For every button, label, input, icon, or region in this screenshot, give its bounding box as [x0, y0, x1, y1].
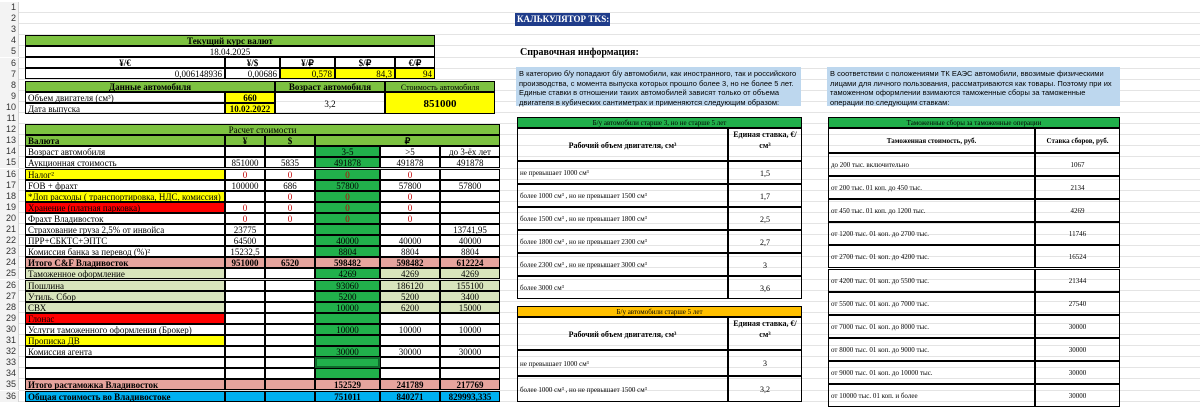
- calculator-title[interactable]: КАЛЬКУЛЯТОР TKS:: [517, 14, 610, 25]
- row-header[interactable]: 4: [0, 35, 19, 46]
- row-header[interactable]: 34: [0, 368, 19, 379]
- age-lt3-header[interactable]: до 3-ёх лет: [440, 146, 500, 157]
- yen-cell[interactable]: 0: [225, 213, 265, 224]
- rub-gt5-cell[interactable]: [380, 313, 440, 324]
- rate-header[interactable]: $/₽: [335, 57, 395, 68]
- yen-cell[interactable]: 23775: [225, 224, 265, 235]
- yen-header[interactable]: ¥: [225, 135, 265, 146]
- yen-cell[interactable]: [225, 291, 265, 302]
- rub-lt3-cell[interactable]: [440, 169, 500, 180]
- row-header[interactable]: 35: [0, 379, 19, 390]
- calc-row-label[interactable]: Общая стоимость во Владивостоке: [25, 391, 225, 402]
- rates-title[interactable]: Текущий курс валют: [25, 35, 435, 46]
- rub-gt5-cell[interactable]: 241789: [380, 379, 440, 390]
- rub-3-5-cell[interactable]: 8804: [315, 246, 380, 257]
- rub-gt5-cell[interactable]: 30000: [380, 346, 440, 357]
- row-header[interactable]: 11: [0, 113, 19, 124]
- rate-header[interactable]: €/₽: [395, 57, 435, 68]
- usd-cell[interactable]: [265, 346, 315, 357]
- rub-lt3-cell[interactable]: [440, 191, 500, 202]
- rub-gt5-cell[interactable]: 5200: [380, 291, 440, 302]
- rub-3-5-cell[interactable]: 30000: [315, 346, 380, 357]
- fees-row-rate[interactable]: 30000: [1035, 315, 1120, 338]
- rub-gt5-cell[interactable]: 840271: [380, 391, 440, 402]
- rub-gt5-cell[interactable]: 598482: [380, 257, 440, 268]
- rub-gt5-cell[interactable]: [380, 335, 440, 346]
- usd-cell[interactable]: [265, 302, 315, 313]
- rub-3-5-cell[interactable]: 10000: [315, 324, 380, 335]
- calc-title[interactable]: Расчет стоимости: [25, 124, 500, 135]
- row-header[interactable]: 26: [0, 280, 19, 291]
- fees-row-value[interactable]: от 200 тыс. 01 коп. до 450 тыс.: [828, 176, 1035, 199]
- row-header[interactable]: 33: [0, 357, 19, 368]
- row-header[interactable]: 2: [0, 13, 19, 24]
- rub-lt3-cell[interactable]: 57800: [440, 180, 500, 191]
- rub-lt3-cell[interactable]: [440, 357, 500, 368]
- fees-row-rate[interactable]: 27540: [1035, 292, 1120, 315]
- rub-lt3-cell[interactable]: 3400: [440, 291, 500, 302]
- rub-3-5-cell[interactable]: [315, 224, 380, 235]
- fees-row-value[interactable]: от 10000 тыс. 01 коп. и более: [828, 384, 1035, 407]
- row-header[interactable]: 31: [0, 335, 19, 346]
- rub-gt5-cell[interactable]: 57800: [380, 180, 440, 191]
- rub-lt3-cell[interactable]: 4269: [440, 268, 500, 279]
- row-header[interactable]: 27: [0, 291, 19, 302]
- rub-gt5-cell[interactable]: [380, 224, 440, 235]
- table35-header-rate[interactable]: Единая ставка, €/см³: [728, 128, 802, 161]
- row-header[interactable]: 30: [0, 324, 19, 335]
- fees-row-rate[interactable]: 30000: [1035, 384, 1120, 407]
- table35-row-volume[interactable]: более 2300 см³ , но не превышает 3000 см³: [517, 253, 728, 276]
- usd-cell[interactable]: [265, 268, 315, 279]
- fees-row-value[interactable]: от 450 тыс. 01 коп. до 1200 тыс.: [828, 199, 1035, 222]
- rub-lt3-cell[interactable]: 40000: [440, 235, 500, 246]
- fees-row-value[interactable]: от 7000 тыс. 01 коп. до 8000 тыс.: [828, 315, 1035, 338]
- calc-row-label[interactable]: Таможенное оформление: [25, 268, 225, 279]
- row-header[interactable]: 6: [0, 58, 19, 69]
- car-data-title[interactable]: Данные автомобиля: [25, 81, 275, 92]
- row-header[interactable]: 8: [0, 80, 19, 91]
- row-header[interactable]: 23: [0, 246, 19, 257]
- rub-gt5-cell[interactable]: [380, 368, 440, 379]
- table35-title[interactable]: Б/у автомобили старше 3, но не старше 5 лет: [517, 117, 802, 128]
- usd-cell[interactable]: 686: [265, 180, 315, 191]
- yen-cell[interactable]: [225, 268, 265, 279]
- info-panel-left: В категорию б/у попадают б/у автомобили, как иностранного, так и российского производства, с момента выпуска которых прошло более 3, но не более 5 лет. Единые ставки в отношении таких автомобилей зависят только от объема двигателя в кубических сантиметрах и применяются следующим образом:: [516, 67, 801, 106]
- yen-cell[interactable]: [225, 302, 265, 313]
- calc-row-label[interactable]: Пошлина: [25, 280, 225, 291]
- fees-row-rate[interactable]: 2134: [1035, 176, 1120, 199]
- table35-row-rate[interactable]: 2,5: [728, 207, 802, 230]
- date-label[interactable]: Дата выпуска: [25, 103, 225, 114]
- row-header[interactable]: 14: [0, 146, 19, 157]
- calc-row-label[interactable]: Хранение (платная парковка): [25, 202, 225, 213]
- calc-cell[interactable]: [265, 146, 315, 157]
- usd-cell[interactable]: [265, 379, 315, 390]
- rub-header[interactable]: ₽: [315, 135, 500, 146]
- rub-lt3-cell[interactable]: [440, 335, 500, 346]
- calc-row-label[interactable]: Аукционная стоимость: [25, 157, 225, 168]
- usd-cell[interactable]: [265, 246, 315, 257]
- yen-cell[interactable]: [225, 368, 265, 379]
- fees-row-rate[interactable]: 4269: [1035, 199, 1120, 222]
- rate-value[interactable]: 0,578: [280, 68, 335, 79]
- usd-cell[interactable]: [265, 235, 315, 246]
- table35-row-rate[interactable]: 1,5: [728, 161, 802, 184]
- age-title[interactable]: Возраст автомобиля: [275, 81, 385, 92]
- usd-cell[interactable]: [265, 357, 315, 368]
- usd-cell[interactable]: [265, 313, 315, 324]
- rub-gt5-cell[interactable]: 10000: [380, 324, 440, 335]
- calc-row-label[interactable]: Комиссия банка за перевод (%)²: [25, 246, 225, 257]
- row-header[interactable]: 24: [0, 257, 19, 268]
- rub-lt3-cell[interactable]: [440, 213, 500, 224]
- rub-lt3-cell[interactable]: 15000: [440, 302, 500, 313]
- fees-row-value[interactable]: от 5500 тыс. 01 коп. до 7000 тыс.: [828, 292, 1035, 315]
- yen-cell[interactable]: [225, 357, 265, 368]
- table5-row-rate[interactable]: 3: [728, 350, 802, 376]
- calc-row-label[interactable]: Итого растаможка Владивосток: [25, 379, 225, 390]
- calc-row-label[interactable]: ПРР+СБКТС+ЭПТС: [25, 235, 225, 246]
- engine-label[interactable]: Объем двигателя (см³): [25, 92, 225, 103]
- rub-gt5-cell[interactable]: 40000: [380, 235, 440, 246]
- date-input[interactable]: 10.02.2022: [225, 103, 275, 114]
- rub-3-5-cell[interactable]: 93060: [315, 280, 380, 291]
- table35-row-volume[interactable]: более 1500 см³ , но не превышает 1800 см³: [517, 207, 728, 230]
- yen-cell[interactable]: [225, 280, 265, 291]
- rub-gt5-cell[interactable]: 6200: [380, 302, 440, 313]
- rub-3-5-cell[interactable]: [315, 313, 380, 324]
- rub-gt5-cell[interactable]: 0: [380, 202, 440, 213]
- rub-3-5-cell[interactable]: 0: [315, 213, 380, 224]
- reference-title[interactable]: Справочная информация:: [520, 47, 639, 59]
- rub-lt3-cell[interactable]: 155100: [440, 280, 500, 291]
- calc-row-label[interactable]: Комиссия агента: [25, 346, 225, 357]
- table5-row-rate[interactable]: 3,2: [728, 376, 802, 402]
- row-header[interactable]: 17: [0, 180, 19, 191]
- rate-header[interactable]: ¥/₽: [280, 57, 335, 68]
- row-header[interactable]: 22: [0, 235, 19, 246]
- row-header[interactable]: 21: [0, 224, 19, 235]
- rub-3-5-cell[interactable]: 491878: [315, 157, 380, 168]
- calc-row-label[interactable]: Глонас: [25, 313, 225, 324]
- rate-value[interactable]: 94: [395, 68, 435, 79]
- cost-title[interactable]: Стоимость автомобиля: [385, 81, 495, 92]
- calc-row-label[interactable]: СВХ: [25, 302, 225, 313]
- table5-row-volume[interactable]: более 1000 см³ , но не превышает 1500 см³: [517, 376, 728, 402]
- yen-cell[interactable]: [225, 191, 265, 202]
- calc-row-label[interactable]: Налог²: [25, 169, 225, 180]
- usd-cell[interactable]: 0: [265, 213, 315, 224]
- rub-3-5-cell[interactable]: [315, 335, 380, 346]
- yen-cell[interactable]: [225, 391, 265, 402]
- rub-3-5-cell[interactable]: 5200: [315, 291, 380, 302]
- calc-row-label[interactable]: Прописка ДВ: [25, 335, 225, 346]
- rate-header[interactable]: ¥/€: [25, 57, 225, 68]
- usd-cell[interactable]: 5835: [265, 157, 315, 168]
- rub-lt3-cell[interactable]: 10000: [440, 324, 500, 335]
- rub-lt3-cell[interactable]: 30000: [440, 346, 500, 357]
- rate-header[interactable]: ¥/$: [225, 57, 280, 68]
- usd-cell[interactable]: 0: [265, 202, 315, 213]
- rub-3-5-cell[interactable]: 152529: [315, 379, 380, 390]
- currency-header[interactable]: Валюта: [25, 135, 225, 146]
- row-header[interactable]: 15: [0, 157, 19, 168]
- table5-header-volume[interactable]: Рабочий объем двигателя, см³: [517, 317, 728, 350]
- fees-row-rate[interactable]: 11746: [1035, 222, 1120, 245]
- yen-cell[interactable]: [225, 324, 265, 335]
- yen-cell[interactable]: 100000: [225, 180, 265, 191]
- row-header[interactable]: 18: [0, 191, 19, 202]
- rate-value[interactable]: 0,00686: [225, 68, 280, 79]
- rub-lt3-cell[interactable]: 491878: [440, 157, 500, 168]
- rub-3-5-cell[interactable]: 598482: [315, 257, 380, 268]
- rate-value[interactable]: 0,006148936: [25, 68, 225, 79]
- fees-row-value[interactable]: от 8000 тыс. 01 коп. до 9000 тыс.: [828, 338, 1035, 361]
- rub-lt3-cell[interactable]: 612224: [440, 257, 500, 268]
- rub-gt5-cell[interactable]: [380, 357, 440, 368]
- row-header[interactable]: 25: [0, 268, 19, 279]
- info-panel-right: В соответствии с положениями ТК ЕАЭС автомобили, ввозимые физическими лицами для личного пользования, рассматриваются как товары. Поэтому при их таможенном оформлении взимаются таможенные сборы за таможенные операции по следующим ставкам:: [827, 67, 1120, 106]
- usd-cell[interactable]: 6520: [265, 257, 315, 268]
- rates-date[interactable]: 18.04.2025: [25, 46, 435, 57]
- yen-cell[interactable]: 0: [225, 202, 265, 213]
- yen-cell[interactable]: 0: [225, 169, 265, 180]
- rub-3-5-cell[interactable]: 57800: [315, 180, 380, 191]
- selected-cell[interactable]: [315, 357, 380, 368]
- rub-3-5-cell[interactable]: [315, 368, 380, 379]
- usd-cell[interactable]: [265, 324, 315, 335]
- row-header[interactable]: 5: [0, 46, 19, 57]
- rub-lt3-cell[interactable]: 217769: [440, 379, 500, 390]
- rub-lt3-cell[interactable]: [440, 313, 500, 324]
- fees-row-rate[interactable]: 21344: [1035, 269, 1120, 292]
- fees-row-rate[interactable]: 1067: [1035, 153, 1120, 176]
- rub-3-5-cell[interactable]: 751011: [315, 391, 380, 402]
- table35-row-volume[interactable]: не превышает 1000 см³: [517, 161, 728, 184]
- age-gt5-header[interactable]: >5: [380, 146, 440, 157]
- rub-lt3-cell[interactable]: 8804: [440, 246, 500, 257]
- table35-row-volume[interactable]: более 1000 см³ , но не превышает 1500 см³: [517, 184, 728, 207]
- row-header[interactable]: 3: [0, 24, 19, 35]
- yen-cell[interactable]: 951000: [225, 257, 265, 268]
- fees-row-rate[interactable]: 30000: [1035, 338, 1120, 361]
- usd-cell[interactable]: [265, 280, 315, 291]
- table5-row-volume[interactable]: не превышает 1000 см³: [517, 350, 728, 376]
- calc-cell[interactable]: [225, 146, 265, 157]
- row-header[interactable]: 12: [0, 124, 19, 135]
- calc-row-label[interactable]: Возраст автомобиля: [25, 146, 225, 157]
- rub-gt5-cell[interactable]: 8804: [380, 246, 440, 257]
- row-header[interactable]: 19: [0, 202, 19, 213]
- calc-row-label[interactable]: [25, 368, 225, 379]
- yen-cell[interactable]: 15232,5: [225, 246, 265, 257]
- fees-header-rate[interactable]: Ставка сборов, руб.: [1035, 128, 1120, 153]
- calc-row-label[interactable]: Итого C&F Владивосток: [25, 257, 225, 268]
- yen-cell[interactable]: 64500: [225, 235, 265, 246]
- fees-row-rate[interactable]: 16524: [1035, 245, 1120, 268]
- rub-gt5-cell[interactable]: 4269: [380, 268, 440, 279]
- rub-lt3-cell[interactable]: 829993,335: [440, 391, 500, 402]
- calc-row-label[interactable]: Страхование груза 2,5% от инвойса: [25, 224, 225, 235]
- calc-row-label[interactable]: [25, 357, 225, 368]
- fees-title[interactable]: Таможенные сборы за таможенные операции: [828, 117, 1120, 128]
- rub-gt5-cell[interactable]: 0: [380, 191, 440, 202]
- fees-row-value[interactable]: от 4200 тыс. 01 коп. до 5500 тыс.: [828, 269, 1035, 292]
- usd-cell[interactable]: [265, 335, 315, 346]
- rub-gt5-cell[interactable]: 0: [380, 169, 440, 180]
- rub-lt3-cell[interactable]: [440, 368, 500, 379]
- yen-cell[interactable]: [225, 379, 265, 390]
- yen-cell[interactable]: [225, 313, 265, 324]
- row-header[interactable]: 20: [0, 213, 19, 224]
- row-header[interactable]: 32: [0, 346, 19, 357]
- yen-cell[interactable]: 851000: [225, 157, 265, 168]
- rub-3-5-cell[interactable]: 4269: [315, 268, 380, 279]
- table35-row-volume[interactable]: более 1800 см³ , но не превышает 2300 см³: [517, 230, 728, 253]
- row-header[interactable]: 7: [0, 69, 19, 80]
- cost-input[interactable]: 851000: [385, 92, 495, 114]
- table35-row-volume[interactable]: более 3000 см³: [517, 276, 728, 299]
- rub-gt5-cell[interactable]: 186120: [380, 280, 440, 291]
- rub-3-5-cell[interactable]: 10000: [315, 302, 380, 313]
- table35-row-rate[interactable]: 3: [728, 253, 802, 276]
- fees-row-value[interactable]: до 200 тыс. включительно: [828, 153, 1035, 176]
- rate-value[interactable]: 84,3: [335, 68, 395, 79]
- age-value[interactable]: 3,2: [275, 92, 385, 114]
- usd-cell[interactable]: [265, 368, 315, 379]
- fees-header-value[interactable]: Таможенная стоимость, руб.: [828, 128, 1035, 153]
- rub-gt5-cell[interactable]: 0: [380, 213, 440, 224]
- row-header[interactable]: 16: [0, 169, 19, 180]
- calc-row-label[interactable]: Услуги таможенного оформления (Брокер): [25, 324, 225, 335]
- rub-3-5-cell[interactable]: 0: [315, 169, 380, 180]
- fees-row-value[interactable]: от 2700 тыс. 01 коп. до 4200 тыс.: [828, 245, 1035, 268]
- age-3-5-header[interactable]: 3-5: [315, 146, 380, 157]
- usd-cell[interactable]: [265, 391, 315, 402]
- table5-header-rate[interactable]: Единая ставка, €/см³: [728, 317, 802, 350]
- usd-cell[interactable]: 0: [265, 169, 315, 180]
- row-header[interactable]: 29: [0, 313, 19, 324]
- row-header[interactable]: 36: [0, 391, 19, 402]
- row-header[interactable]: 10: [0, 102, 19, 113]
- usd-cell[interactable]: [265, 291, 315, 302]
- calc-row-label[interactable]: FOB + фрахт: [25, 180, 225, 191]
- rub-3-5-cell[interactable]: 0: [315, 191, 380, 202]
- calc-row-label[interactable]: Фрахт Владивосток: [25, 213, 225, 224]
- fees-row-value[interactable]: от 1200 тыс. 01 коп. до 2700 тыс.: [828, 222, 1035, 245]
- rub-3-5-cell[interactable]: 40000: [315, 235, 380, 246]
- rub-gt5-cell[interactable]: 491878: [380, 157, 440, 168]
- table35-row-rate[interactable]: 2,7: [728, 230, 802, 253]
- table35-row-rate[interactable]: 1,7: [728, 184, 802, 207]
- calc-row-label[interactable]: Утиль. Сбор: [25, 291, 225, 302]
- row-header[interactable]: 9: [0, 91, 19, 102]
- calc-row-label[interactable]: *Доп расходы ( транспортировка, НДС, комиссия): [25, 191, 225, 202]
- row-header[interactable]: 1: [0, 2, 19, 13]
- fees-row-value[interactable]: от 9000 тыс. 01 коп. до 10000 тыс.: [828, 361, 1035, 384]
- rub-lt3-cell[interactable]: 13741,95: [440, 224, 500, 235]
- fees-row-rate[interactable]: 30000: [1035, 361, 1120, 384]
- row-header[interactable]: 13: [0, 135, 19, 146]
- usd-cell[interactable]: 0: [265, 191, 315, 202]
- table35-header-volume[interactable]: Рабочий объем двигателя, см³: [517, 128, 728, 161]
- table5-title[interactable]: Б/у автомобили старше 5 лет: [517, 306, 802, 317]
- usd-cell[interactable]: [265, 224, 315, 235]
- usd-header[interactable]: $: [265, 135, 315, 146]
- rub-3-5-cell[interactable]: 0: [315, 202, 380, 213]
- rub-lt3-cell[interactable]: [440, 202, 500, 213]
- row-header[interactable]: 28: [0, 302, 19, 313]
- engine-input[interactable]: 660: [225, 92, 275, 103]
- table35-row-rate[interactable]: 3,6: [728, 276, 802, 299]
- yen-cell[interactable]: [225, 346, 265, 357]
- yen-cell[interactable]: [225, 335, 265, 346]
